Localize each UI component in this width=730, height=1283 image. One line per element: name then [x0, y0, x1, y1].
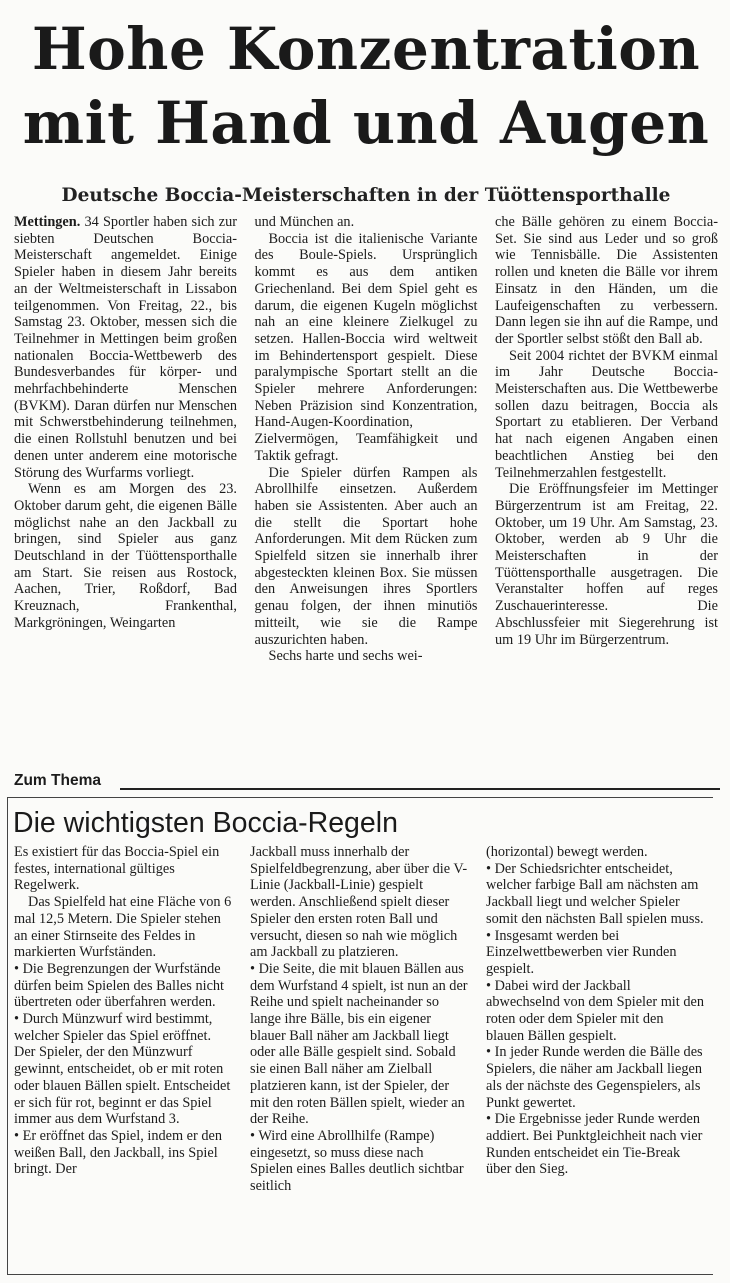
article-paragraph: Boccia ist die italienische Variante des Boule-Spiels. Ursprünglich kommt es aus dem antiken Griechenland. Bei dem Spiel geht es darum, die eigenen Kugeln möglichst nah an eine kleinere Zielkugel zu setzen. Hallen-Boccia wird weltweit im Behindertensport gespielt. Diese paralympische Sportart stellt an die Spieler mehrere Anforderungen: Neben Präzision sind Konzentration, Hand-Augen-Koordination, Zielvermögen, Teamfähigkeit und Taktik gefragt. [254, 230, 478, 464]
article-column-2 [255, 214, 478, 750]
sidebar-column-1 [14, 844, 232, 1274]
article-column-1 [14, 214, 237, 750]
article-paragraph: che Bälle gehören zu einem Boccia-Set. Sie sind aus Leder und so groß wie Tennisbälle. Die Assistenten rollen und kneten die Bälle vor ihrem Einsatz in den Händen, um die Laufeigenschaften zu verbessern. Dann legen sie ihn auf die Rampe, und der Sportler selbst stößt den Ball ab. [495, 214, 718, 347]
rule-item: • Er eröffnet das Spiel, indem er den weißen Ball, den Jackball, ins Spiel bringt. Der [14, 1127, 223, 1178]
sidebar-body [14, 844, 704, 1274]
rule-item: • Die Begrenzungen der Wurfstände dürfen beim Spielen des Balles nicht übertreten oder überfahren werden. [14, 960, 225, 1011]
sidebar-title: Die wichtigsten Boccia-Regeln [13, 807, 398, 839]
article-body [14, 214, 718, 750]
sidebar-column-2 [250, 844, 468, 1274]
rule-item: • Der Schiedsrichter entscheidet, welcher farbige Ball am nächsten am Jackball liegt und welcher Spieler somit den nächsten Ball spielen muss. [486, 860, 704, 927]
rule-item: • Die Ergebnisse jeder Runde werden addiert. Bei Punktgleichheit nach vier Runden entscheidet ein Tie-Break über den Sieg. [486, 1111, 703, 1178]
rule-paragraph: Das Spielfeld hat eine Fläche von 6 mal 12,5 Metern. Die Spieler stehen an einer Stirnseite des Feldes in markierten Wurfständen. [14, 894, 232, 961]
rule-item: • Dabei wird der Jackball abwechselnd von dem Spieler mit den roten oder dem Spieler mit den blauen Bällen gespielt. [486, 977, 704, 1044]
headline [10, 12, 722, 160]
subheadline: Deutsche Boccia-Meisterschaften in der Tüöttensporthalle [61, 185, 671, 206]
article-paragraph: Die Spieler dürfen Rampen als Abrollhilfe einsetzen. Außerdem haben sie Assistenten. Aber auch an die stellt die Sportart hohe Anforderungen. Mit dem Rücken zum Spielfeld sitzen sie innerhalb ihrer abgesteckten kleinen Box. Sie müssen den Anweisungen ihres Sportlers genau folgen, der ihnen minutiös mitteilt, wie sie die Rampe auszurichten haben. [254, 464, 478, 648]
sidebar-label: Zum Thema [14, 772, 101, 789]
article-column-3 [495, 214, 718, 750]
headline-line-1: Hohe Konzentration [31, 15, 701, 83]
article-paragraph: Die Eröffnungsfeier im Mettinger Bürgerzentrum ist am Freitag, 22. Oktober, um 19 Uhr. Am Samstag, 23. Oktober, werden ab 9 Uhr die Meisterschaften in der Tüöttensporthalle ausgetragen. Die Veranstalter hoffen auf reges Zuschauerinteresse. Die Abschlussfeier mit Siegerehrung ist um 19 Uhr im Bürgerzentrum. [495, 481, 718, 648]
article-paragraph: Wenn es am Morgen des 23. Oktober darum geht, die eigenen Bälle möglichst nahe an den Jackball zu bringen, sind Spieler aus ganz Deutschland in der Tüöttensporthalle am Start. Sie reisen aus Rostock, Aachen, Trier, Roßdorf, Bad Kreuznach, Frankenthal, Markgröningen, Weingarten [14, 481, 237, 631]
sidebar-label-rule [120, 788, 720, 790]
article-paragraph: und München an. [254, 214, 355, 230]
rule-paragraph: Jackball muss innerhalb der Spielfeldbegrenzung, aber über die V-Linie (Jackball-Linie) gespielt werden. Anschließend spielt dieser Spieler den ersten roten Ball und versucht, diesen so nah wie möglich am Jackball zu platzieren. [250, 844, 468, 961]
rule-paragraph: Es existiert für das Boccia-Spiel ein festes, international gültiges Regelwerk. [14, 844, 220, 894]
headline-line-2: mit Hand und Augen [22, 89, 710, 157]
dateline: Mettingen. [14, 214, 81, 230]
article-paragraph: Sechs harte und sechs wei- [268, 648, 423, 665]
article-text: 34 Sportler haben sich zur siebten Deutschen Boccia-Meisterschaft angemeldet. Einige Spieler haben in diesem Jahr bereits an der Weltmeisterschaft in Lissabon teilgenommen. Von Freitag, 22., bis Samstag 23. Oktober, messen sich die Teilnehmer in Mettingen beim großen nationalen Boccia-Wettbewerb des Bundesverbandes für körper- und mehrfachbehinderte Menschen (BVKM). Daran dürfen nur Menschen mit Schwerstbehinderung teilnehmen, die einen Rollstuhl benutzen und bei denen unter anderem eine motorische Störung des Wurfarms vorliegt. [14, 214, 238, 481]
rule-paragraph: (horizontal) bewegt werden. [486, 844, 648, 860]
article-paragraph: Seit 2004 richtet der BVKM einmal im Jahr Deutsche Boccia-Meisterschaften aus. Die Wettbewerbe sollen dazu beitragen, Boccia als Sportart zu etablieren. Der Verband hat nach eigenen Angaben einen beachtlichen Anstieg bei den Teilnehmerzahlen festgestellt. [495, 347, 718, 481]
rule-item: • Wird eine Abrollhilfe (Rampe) eingesetzt, so muss diese nach Spielen eines Balles deutlich sichtbar seitlich [250, 1127, 464, 1195]
rule-item: • In jeder Runde werden die Bälle des Spielers, die näher am Jackball liegen als der nächste des Gegenspielers, als Punkt gewertet. [486, 1044, 703, 1111]
rule-item: • Insgesamt werden bei Einzelwettbewerben vier Runden gespielt. [486, 927, 677, 977]
article-paragraph [14, 214, 237, 481]
rule-item: • Durch Münzwurf wird bestimmt, welcher Spieler das Spiel eröffnet. Der Spieler, der den Münzwurf gewinnt, entscheidet, ob er mit roten oder blauen Bällen spielt. Entscheidet er sich für rot, beginnt er das Spiel immer aus dem Wurfstand 3. [14, 1011, 231, 1128]
rule-item: • Die Seite, die mit blauen Bällen aus dem Wurfstand 4 spielt, ist nun an der Reihe und spielt nacheinander so lange ihre Bälle, bis ein eigener blauer Ball näher am Jackball liegt oder alle Bälle gespielt sind. Sobald sie einen Ball näher am Zielball platzieren kann, ist der Spieler, der mit den roten Bällen spielt, wieder an der Reihe. [250, 960, 468, 1128]
sidebar-column-3 [486, 844, 704, 1274]
